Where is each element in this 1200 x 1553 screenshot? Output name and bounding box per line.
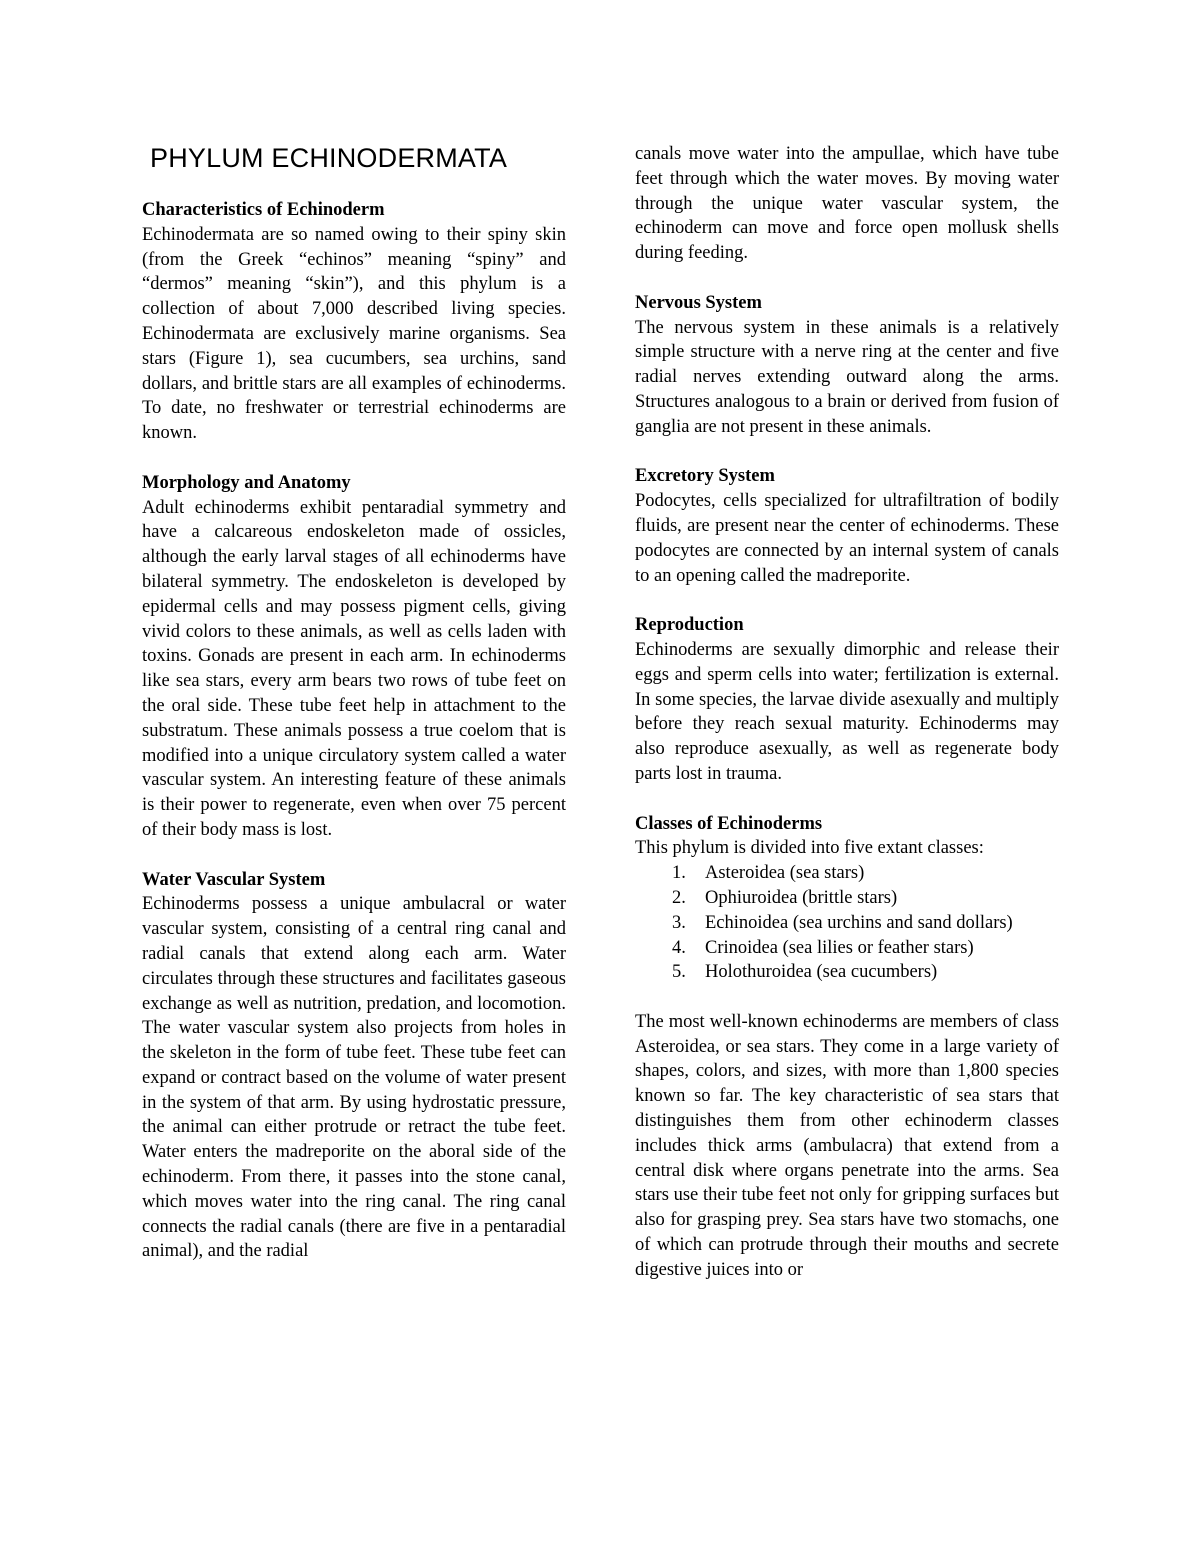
list-text: Asteroidea (sea stars) xyxy=(705,863,865,884)
section-body: Echinoderms are sexually dimorphic and release their eggs and sperm cells into water; fertilization is external. In some species, the larvae divide asexually and multiply before they reach sexual maturity. Echinoderms may also reproduce asexually, as well as regenerate body parts lost in trauma. xyxy=(635,639,1059,784)
list-number: 4. xyxy=(672,937,686,958)
section-body: Podocytes, cells specialized for ultrafiltration of bodily fluids, are present near the center of echinoderms. These podocytes are connected by an internal system of canals to an opening called the madreporite. xyxy=(635,491,1059,586)
section-body: Echinodermata are so named owing to their spiny skin (from the Greek “echinos” meaning “spiny” and “dermos” meaning “skin”), and this phylum is a collection of about 7,000 described living species. Echinodermata are exclusively marine organisms. Sea stars (Figure 1), sea cucumbers, sea urchins, sand dollars, and brittle stars are all examples of echinoderms. To date, no freshwater or terrestrial echinoderms are known. xyxy=(142,224,566,444)
section-reproduction xyxy=(635,613,1059,787)
list-item xyxy=(672,960,1059,985)
section-intro: This phylum is divided into five extant classes: xyxy=(635,838,984,859)
document-title: PHYLUM ECHINODERMATA xyxy=(150,143,508,173)
section-body: Echinoderms possess a unique ambulacral or water vascular system, consisting of a central ring canal and radial canals that extend along each arm. Water circulates through these structures and facilitates gaseous exchange as well as nutrition, predation, and locomotion. The water vascular system also projects from holes in the skeleton in the form of tube feet. These tube feet can expand or contract based on the volume of water present in the system of that arm. By using hydrostatic pressure, the animal can either protrude or retract the tube feet. Water enters the madreporite on the aboral side of the echinoderm. From there, it passes into the stone canal, which moves water into the ring canal. The ring canal connects the radial canals (there are five in a pentaradial animal), and the radial xyxy=(142,894,566,1262)
section-body: The nervous system in these animals is a relatively simple structure with a nerve ring at the center and five radial nerves extending outward along the arms. Structures analogous to a brain or derived from fusion of ganglia are not present in these animals. xyxy=(635,317,1059,437)
section-nervous xyxy=(635,291,1059,440)
list-item xyxy=(672,886,1059,911)
list-text: Echinoidea (sea urchins and sand dollars) xyxy=(705,912,1013,933)
section-morphology xyxy=(142,471,566,843)
section-heading: Nervous System xyxy=(635,292,762,313)
section-heading: Morphology and Anatomy xyxy=(142,472,351,493)
section-characteristics xyxy=(142,198,566,446)
section-heading: Classes of Echinoderms xyxy=(635,813,823,834)
section-heading: Reproduction xyxy=(635,615,744,636)
list-text: Ophiuroidea (brittle stars) xyxy=(705,887,898,908)
left-column xyxy=(142,142,566,1289)
list-item xyxy=(672,861,1059,886)
section-heading: Excretory System xyxy=(635,466,775,487)
list-text: Holothuroidea (sea cucumbers) xyxy=(705,962,938,983)
list-number: 1. xyxy=(672,863,686,884)
section-water-vascular-continued xyxy=(635,142,1059,266)
right-column xyxy=(635,142,1059,1307)
list-number: 3. xyxy=(672,912,686,933)
section-water-vascular xyxy=(142,868,566,1265)
list-item xyxy=(672,911,1059,936)
list-text: Crinoidea (sea lilies or feather stars) xyxy=(705,937,974,958)
classes-list xyxy=(635,861,1059,985)
section-body: Adult echinoderms exhibit pentaradial symmetry and have a calcareous endoskeleton made of ossicles, although the early larval stages of all echinoderms have bilateral symmetry. The endoskeleton is developed by epidermal cells and may possess pigment cells, giving vivid colors to these animals, as well as cells laden with toxins. Gonads are present in each arm. In echinoderms like sea stars, every arm bears two rows of tube feet on the oral side. These tube feet help in attachment to the substratum. These animals possess a true coelom that is modified into a unique circulatory system called a water vascular system. An interesting feature of these animals is their power to regenerate, even when over 75 percent of their body mass is lost. xyxy=(142,497,566,840)
list-number: 5. xyxy=(672,962,686,983)
section-heading: Characteristics of Echinoderm xyxy=(142,200,385,220)
list-number: 2. xyxy=(672,887,686,908)
section-body-continued: canals move water into the ampullae, which have tube feet through which the water moves. By moving water through the unique water vascular system, the echinoderm can move and force open mollusk shells during feeding. xyxy=(635,144,1059,264)
section-heading: Water Vascular System xyxy=(142,869,326,890)
section-classes xyxy=(635,812,1059,1283)
section-closing: The most well-known echinoderms are members of class Asteroidea, or sea stars. They come in a large variety of shapes, colors, and sizes, with more than 1,800 species known so far. The key characteristic of sea stars that distinguishes them from other echinoderm classes includes thick arms (ambulacra) that extend from a central disk where organs penetrate into the arms. Sea stars use their tube feet not only for gripping surfaces but also for grasping prey. Sea stars have two stomachs, one of which can protrude through their mouths and secrete digestive juices into or xyxy=(635,1011,1059,1280)
list-item xyxy=(672,936,1059,961)
section-excretory xyxy=(635,464,1059,588)
